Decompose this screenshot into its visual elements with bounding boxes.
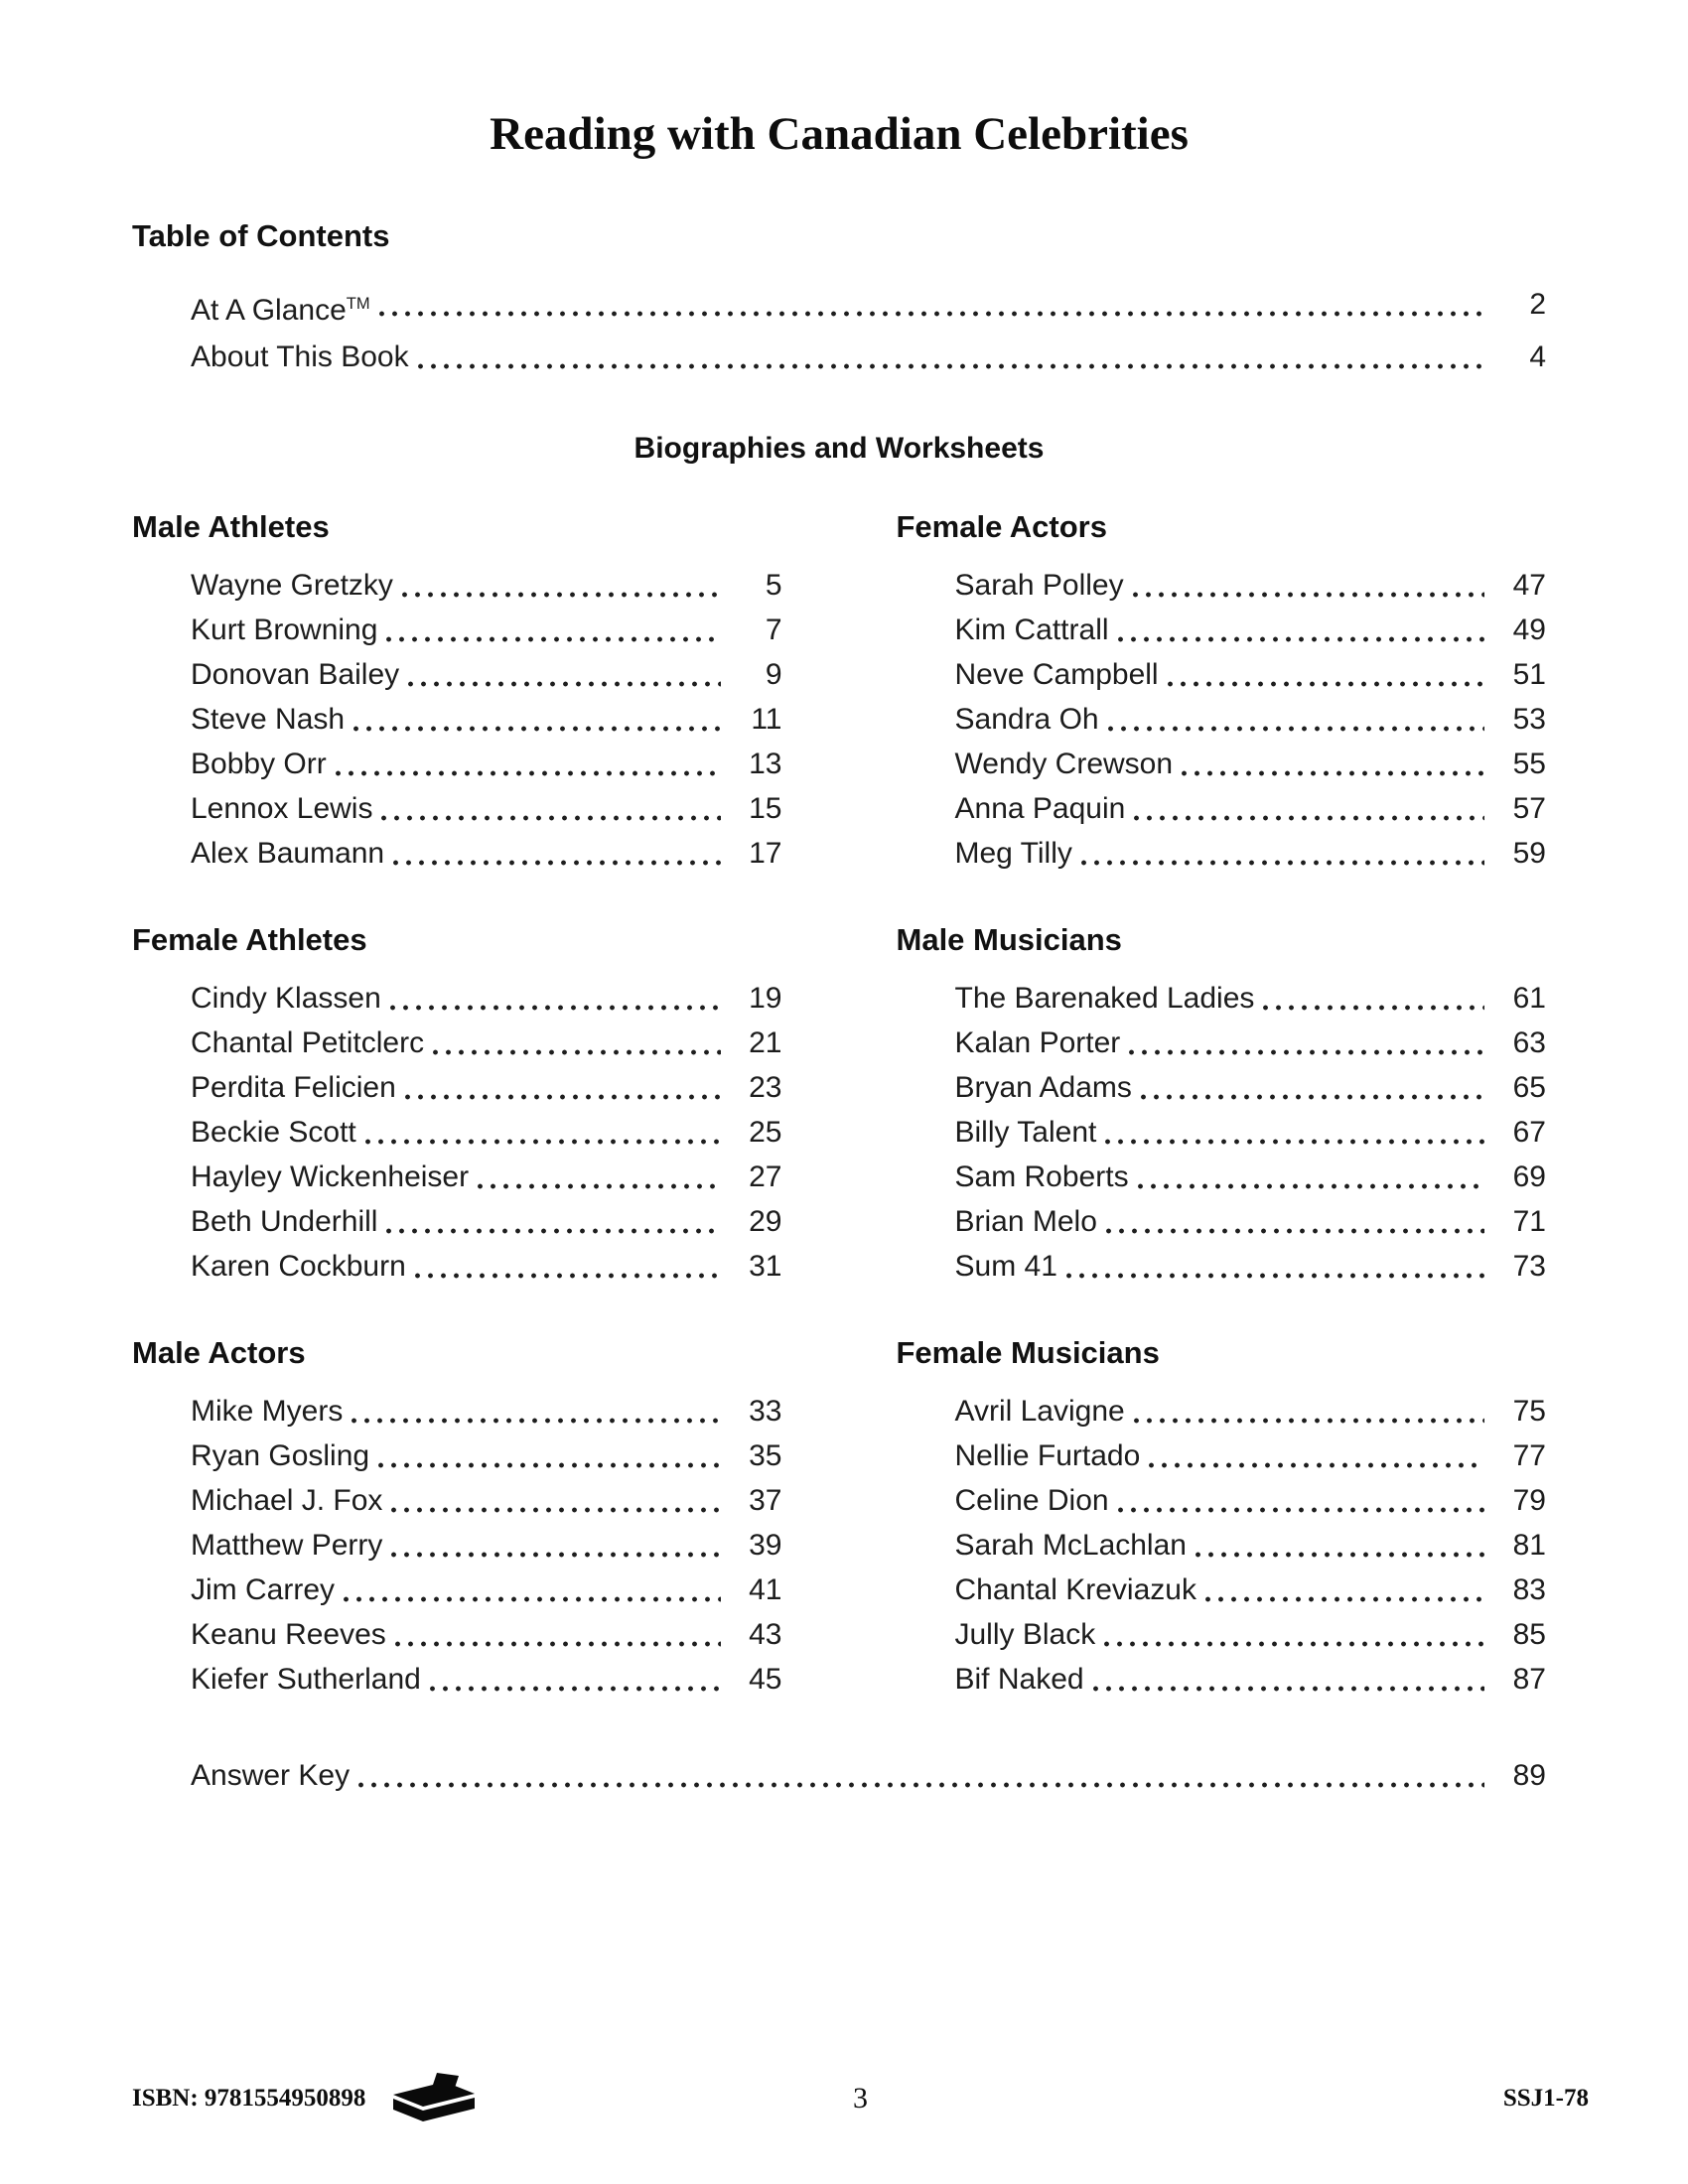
toc-entry bbox=[191, 1244, 782, 1289]
toc-entry-name: Karen Cockburn bbox=[191, 1250, 406, 1283]
toc-entry-page: 51 bbox=[1512, 658, 1546, 691]
dot-leader bbox=[411, 1244, 721, 1289]
toc-entry-page: 43 bbox=[749, 1618, 782, 1651]
toc-entry-page: 63 bbox=[1512, 1026, 1546, 1059]
toc-entry-page: 57 bbox=[1512, 792, 1546, 825]
toc-section bbox=[132, 1335, 782, 1702]
toc-entry bbox=[191, 786, 782, 831]
dot-leader bbox=[1102, 1199, 1484, 1244]
dot-leader bbox=[377, 786, 720, 831]
toc-entry bbox=[191, 331, 1546, 383]
toc-entry-page: 89 bbox=[1512, 1759, 1546, 1792]
dot-leader bbox=[361, 1110, 721, 1155]
dot-leader bbox=[1178, 742, 1484, 786]
isbn-label: ISBN: 9781554950898 bbox=[132, 2085, 366, 2112]
trademark-superscript: TM bbox=[346, 295, 370, 313]
dot-leader bbox=[429, 1021, 720, 1065]
dot-leader bbox=[1201, 1568, 1484, 1612]
toc-entry bbox=[955, 608, 1547, 652]
dot-leader bbox=[387, 1478, 720, 1523]
dot-leader bbox=[426, 1657, 721, 1702]
toc-entry-page: 59 bbox=[1512, 837, 1546, 870]
toc-entry-page: 61 bbox=[1512, 982, 1546, 1015]
toc-entry-page: 53 bbox=[1512, 703, 1546, 736]
toc-entry-page: 49 bbox=[1512, 614, 1546, 646]
toc-entry-name: Kiefer Sutherland bbox=[191, 1663, 421, 1696]
toc-entry bbox=[191, 1110, 782, 1155]
toc-entry-name: Bobby Orr bbox=[191, 748, 327, 780]
toc-entry-name: At A Glance™ bbox=[191, 294, 370, 327]
dot-leader bbox=[1100, 1612, 1484, 1657]
toc-section bbox=[897, 1335, 1547, 1702]
toc-entry-name: Matthew Perry bbox=[191, 1529, 383, 1562]
toc-entry-name: Sarah Polley bbox=[954, 569, 1124, 602]
toc-entry-page: 19 bbox=[749, 982, 782, 1015]
dot-leader bbox=[1114, 1478, 1484, 1523]
toc-entry-page: 85 bbox=[1512, 1618, 1546, 1651]
toc-entry-list bbox=[132, 1389, 782, 1702]
dot-leader bbox=[1114, 608, 1484, 652]
toc-entry bbox=[955, 1478, 1547, 1523]
toc-section bbox=[897, 509, 1547, 876]
dot-leader bbox=[404, 652, 720, 697]
toc-entry-page: 21 bbox=[749, 1026, 782, 1059]
toc-entry-name: Neve Campbell bbox=[954, 658, 1159, 691]
toc-entry-page: 4 bbox=[1529, 341, 1546, 373]
toc-entry bbox=[955, 1110, 1547, 1155]
dot-leader bbox=[1062, 1244, 1484, 1289]
dot-leader bbox=[382, 608, 720, 652]
toc-entry bbox=[191, 697, 782, 742]
page-footer bbox=[132, 2071, 1589, 2126]
dot-leader bbox=[401, 1065, 721, 1110]
dot-leader bbox=[1101, 1110, 1484, 1155]
toc-entry-name: Avril Lavigne bbox=[954, 1395, 1125, 1428]
toc-entry bbox=[191, 1021, 782, 1065]
toc-entry-name: Sum 41 bbox=[954, 1250, 1057, 1283]
dot-leader bbox=[1145, 1433, 1484, 1478]
dot-leader bbox=[374, 1433, 720, 1478]
toc-heading: Table of Contents bbox=[132, 218, 390, 253]
toc-entry bbox=[955, 786, 1547, 831]
toc-section-heading: Female Actors bbox=[896, 509, 1107, 544]
dot-leader bbox=[1137, 1065, 1484, 1110]
toc-entry-page: 69 bbox=[1512, 1160, 1546, 1193]
toc-entry bbox=[955, 831, 1547, 876]
toc-entry bbox=[955, 1433, 1547, 1478]
toc-entry-page: 7 bbox=[765, 614, 782, 646]
dot-leader bbox=[1259, 976, 1484, 1021]
toc-entry-name: Alex Baumann bbox=[191, 837, 385, 870]
toc-entry-page: 2 bbox=[1529, 288, 1546, 321]
toc-entry-page: 77 bbox=[1512, 1439, 1546, 1472]
toc-entry bbox=[955, 1244, 1547, 1289]
toc-entry-list bbox=[897, 976, 1547, 1289]
toc-entry-name: Beth Underhill bbox=[191, 1205, 378, 1238]
dot-leader bbox=[391, 1612, 721, 1657]
toc-entry-name: Cindy Klassen bbox=[191, 982, 381, 1015]
toc-entry bbox=[955, 1389, 1547, 1433]
footer-left bbox=[132, 2071, 853, 2126]
dot-leader bbox=[332, 742, 721, 786]
dot-leader bbox=[354, 1753, 1484, 1798]
toc-entry-page: 55 bbox=[1512, 748, 1546, 780]
dot-leader bbox=[1130, 1389, 1484, 1433]
toc-entry-page: 31 bbox=[749, 1250, 782, 1283]
answer-key-row bbox=[132, 1753, 1546, 1798]
toc-entry-name: Meg Tilly bbox=[954, 837, 1072, 870]
toc-entry-page: 87 bbox=[1512, 1663, 1546, 1696]
dot-leader bbox=[387, 1523, 720, 1568]
front-matter-list bbox=[132, 278, 1546, 383]
toc-entry bbox=[191, 1389, 782, 1433]
toc-entry-page: 39 bbox=[749, 1529, 782, 1562]
toc-entry-list bbox=[897, 1389, 1547, 1702]
dot-leader bbox=[1134, 1155, 1484, 1199]
toc-entry-name: Donovan Bailey bbox=[191, 658, 400, 691]
toc-entry-name: Jully Black bbox=[954, 1618, 1096, 1651]
toc-entry-page: 25 bbox=[749, 1116, 782, 1149]
toc-entry bbox=[955, 1612, 1547, 1657]
toc-entry-name: Steve Nash bbox=[191, 703, 346, 736]
toc-entry bbox=[955, 563, 1547, 608]
toc-entry bbox=[955, 1199, 1547, 1244]
dot-leader bbox=[1104, 697, 1484, 742]
toc-entry-page: 35 bbox=[749, 1439, 782, 1472]
toc-entry-name: Sam Roberts bbox=[954, 1160, 1129, 1193]
toc-entry-page: 5 bbox=[765, 569, 782, 602]
toc-entry-name: Jim Carrey bbox=[191, 1573, 336, 1606]
dot-leader bbox=[1125, 1021, 1484, 1065]
toc-entry-page: 79 bbox=[1512, 1484, 1546, 1517]
dot-leader bbox=[474, 1155, 720, 1199]
dot-leader bbox=[1077, 831, 1484, 876]
photocopier-icon bbox=[387, 2071, 479, 2126]
toc-entry bbox=[191, 652, 782, 697]
toc-entry bbox=[191, 1478, 782, 1523]
toc-entry-name: Perdita Felicien bbox=[191, 1071, 396, 1104]
toc-section-heading: Male Athletes bbox=[132, 509, 330, 544]
toc-entry-name: Beckie Scott bbox=[191, 1116, 356, 1149]
toc-entry bbox=[191, 1155, 782, 1199]
toc-entry-page: 13 bbox=[749, 748, 782, 780]
toc-entry-name: Ryan Gosling bbox=[191, 1439, 370, 1472]
toc-entry-name: Anna Paquin bbox=[954, 792, 1126, 825]
toc-entry-name: Kim Cattrall bbox=[954, 614, 1109, 646]
toc-entry-name: Hayley Wickenheiser bbox=[191, 1160, 470, 1193]
toc-entry-name: The Barenaked Ladies bbox=[954, 982, 1255, 1015]
toc-entry-name: Lennox Lewis bbox=[191, 792, 373, 825]
toc-entry-name: About This Book bbox=[191, 341, 409, 373]
toc-entry bbox=[191, 1065, 782, 1110]
toc-entry bbox=[955, 742, 1547, 786]
toc-entry-page: 67 bbox=[1512, 1116, 1546, 1149]
toc-entry bbox=[955, 1065, 1547, 1110]
toc-entry bbox=[191, 976, 782, 1021]
toc-section-heading: Female Athletes bbox=[132, 922, 367, 957]
toc-entry-name: Chantal Petitclerc bbox=[191, 1026, 425, 1059]
toc-entry bbox=[191, 608, 782, 652]
toc-entry bbox=[191, 1199, 782, 1244]
toc-entry-page: 81 bbox=[1512, 1529, 1546, 1562]
dot-leader bbox=[1129, 563, 1484, 608]
toc-entry-page: 65 bbox=[1512, 1071, 1546, 1104]
toc-entry-page: 47 bbox=[1512, 569, 1546, 602]
toc-entry bbox=[955, 652, 1547, 697]
page-title: Reading with Canadian Celebrities bbox=[490, 108, 1189, 160]
toc-entry bbox=[191, 1568, 782, 1612]
dot-leader bbox=[340, 1568, 720, 1612]
toc-entry bbox=[191, 1433, 782, 1478]
toc-section bbox=[897, 922, 1547, 1289]
toc-entry-name: Kurt Browning bbox=[191, 614, 378, 646]
dot-leader bbox=[1192, 1523, 1484, 1568]
toc-entry-page: 11 bbox=[751, 703, 782, 736]
toc-entry-page: 29 bbox=[749, 1205, 782, 1238]
toc-entry-name: Bryan Adams bbox=[954, 1071, 1132, 1104]
dot-leader bbox=[386, 976, 721, 1021]
page-number: 3 bbox=[853, 2082, 868, 2115]
product-code: SSJ1-78 bbox=[1502, 2085, 1589, 2112]
toc-entry-page: 73 bbox=[1512, 1250, 1546, 1283]
toc-entry-name: Celine Dion bbox=[954, 1484, 1109, 1517]
toc-entry bbox=[955, 1523, 1547, 1568]
toc-columns bbox=[132, 509, 1546, 1702]
toc-entry-page: 37 bbox=[749, 1484, 782, 1517]
toc-entry bbox=[191, 1657, 782, 1702]
toc-entry-name: Answer Key bbox=[191, 1759, 351, 1792]
toc-entry-name: Mike Myers bbox=[191, 1395, 344, 1428]
dot-leader bbox=[398, 563, 721, 608]
toc-entry bbox=[955, 1568, 1547, 1612]
dot-leader bbox=[348, 1389, 720, 1433]
toc-entry-page: 45 bbox=[749, 1663, 782, 1696]
biographies-heading: Biographies and Worksheets bbox=[633, 432, 1045, 465]
toc-entry-page: 33 bbox=[749, 1395, 782, 1428]
toc-entry-page: 17 bbox=[749, 837, 782, 870]
toc-entry-page: 15 bbox=[749, 792, 782, 825]
toc-entry-name: Kalan Porter bbox=[954, 1026, 1121, 1059]
toc-entry-page: 41 bbox=[749, 1573, 782, 1606]
toc-entry-page: 75 bbox=[1512, 1395, 1546, 1428]
toc-entry bbox=[191, 278, 1546, 331]
toc-entry-name: Nellie Furtado bbox=[954, 1439, 1141, 1472]
toc-entry bbox=[191, 742, 782, 786]
toc-entry bbox=[191, 1612, 782, 1657]
toc-entry bbox=[191, 831, 782, 876]
toc-entry-name: Sarah McLachlan bbox=[954, 1529, 1187, 1562]
toc-entry-page: 23 bbox=[749, 1071, 782, 1104]
toc-entry-name: Sandra Oh bbox=[954, 703, 1099, 736]
toc-column-right bbox=[897, 509, 1547, 1702]
toc-entry bbox=[955, 1155, 1547, 1199]
toc-section-heading: Female Musicians bbox=[896, 1335, 1160, 1370]
toc-entry-page: 9 bbox=[765, 658, 782, 691]
dot-leader bbox=[375, 278, 1484, 331]
toc-column-left bbox=[132, 509, 782, 1702]
dot-leader bbox=[389, 831, 720, 876]
dot-leader bbox=[1089, 1657, 1484, 1702]
toc-entry-list bbox=[132, 563, 782, 876]
toc-entry-name: Wendy Crewson bbox=[954, 748, 1174, 780]
toc-entry-page: 71 bbox=[1512, 1205, 1546, 1238]
dot-leader bbox=[350, 697, 720, 742]
toc-entry bbox=[191, 563, 782, 608]
dot-leader bbox=[382, 1199, 720, 1244]
toc-entry bbox=[955, 1021, 1547, 1065]
toc-entry-list bbox=[897, 563, 1547, 876]
toc-entry-page: 27 bbox=[749, 1160, 782, 1193]
toc-entry-name: Michael J. Fox bbox=[191, 1484, 383, 1517]
toc-entry-page: 83 bbox=[1512, 1573, 1546, 1606]
toc-entry bbox=[191, 1753, 1546, 1798]
toc-entry-name: Brian Melo bbox=[954, 1205, 1097, 1238]
toc-section-heading: Male Musicians bbox=[896, 922, 1122, 957]
toc-entry bbox=[955, 1657, 1547, 1702]
toc-section bbox=[132, 922, 782, 1289]
toc-section bbox=[132, 509, 782, 876]
toc-entry-name: Billy Talent bbox=[954, 1116, 1097, 1149]
toc-section-heading: Male Actors bbox=[132, 1335, 306, 1370]
toc-entry-list bbox=[132, 976, 782, 1289]
toc-entry-name: Wayne Gretzky bbox=[191, 569, 393, 602]
toc-entry-name: Chantal Kreviazuk bbox=[954, 1573, 1196, 1606]
toc-entry bbox=[191, 1523, 782, 1568]
toc-entry bbox=[955, 697, 1547, 742]
toc-entry-name: Bif Naked bbox=[954, 1663, 1084, 1696]
dot-leader bbox=[1130, 786, 1484, 831]
dot-leader bbox=[1164, 652, 1484, 697]
toc-entry-name: Keanu Reeves bbox=[191, 1618, 386, 1651]
dot-leader bbox=[414, 331, 1484, 383]
toc-entry bbox=[955, 976, 1547, 1021]
